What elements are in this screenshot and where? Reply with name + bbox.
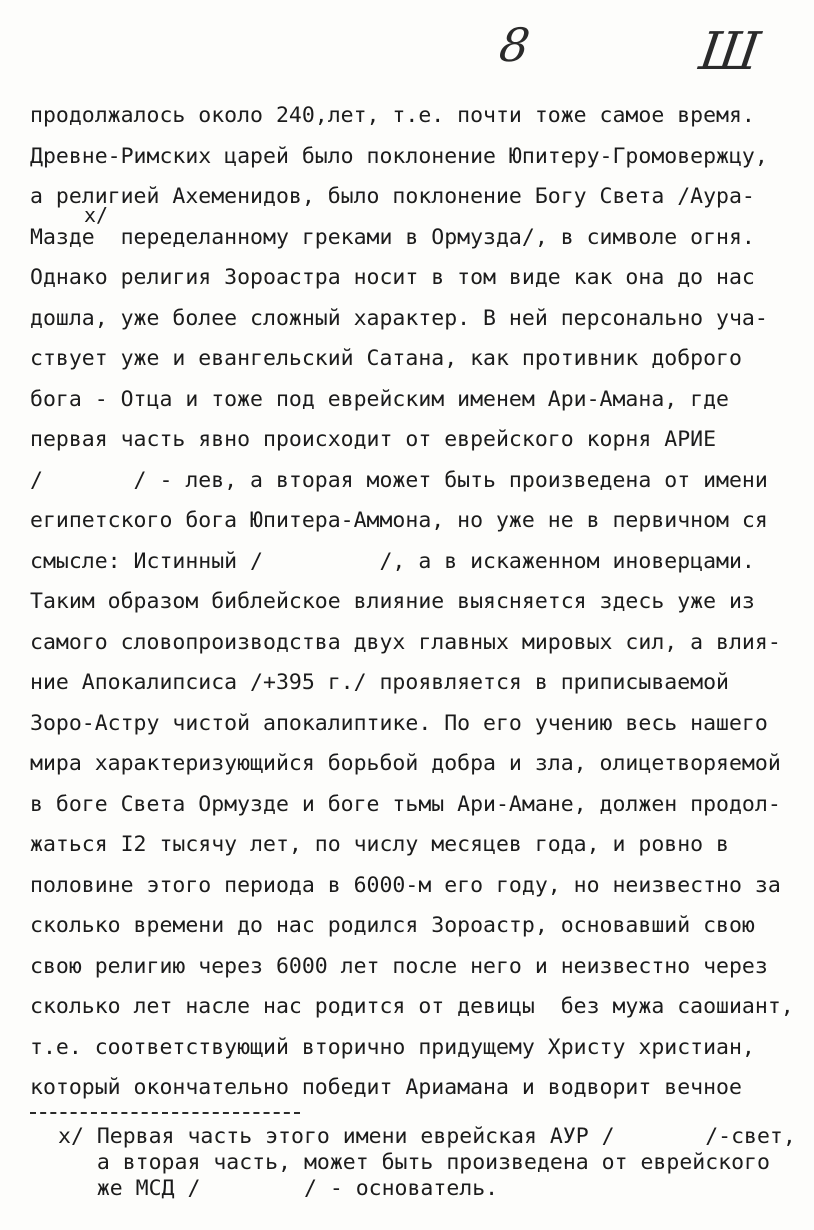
footnote-line: же МСД / / - основатель. [58, 1176, 499, 1201]
text-line: половине этого периода в 6000-м его году, но неизвестно за [30, 872, 781, 898]
main-text-body [30, 96, 800, 1109]
text-line: а религией Ахеменидов, было поклонение Богу Света /Аура- [30, 184, 755, 209]
text-line: Зоро-Астру чистой апокалиптике. По его учению весь нашего [30, 710, 768, 736]
text-line: смысле: Истинный / /, а в искаженном иноверцами. [30, 548, 755, 574]
text-line: самого словопроизводства двух главных мировых сил, а влия- [30, 629, 781, 655]
text-line: сколько времени до нас родился Зороастр, основавший свою [30, 913, 755, 938]
text-line: свою религию через 6000 лет после него и неизвестно через [30, 953, 768, 979]
footnote [58, 1124, 798, 1202]
text-line: бога - Отца и тоже под еврейским именем Ари-Амана, где [30, 386, 729, 412]
footnote-divider [30, 1112, 300, 1114]
text-line: Древне-Римских царей было поклонение Юпитеру-Громовержцу, [30, 143, 768, 169]
text-line: ствует уже и евангельский Сатана, как противник доброго [30, 346, 742, 371]
text-line: который окончательно победит Ариамана и водворит вечное [30, 1075, 742, 1100]
text-line: т.е. соответствующий вторично придущему Христу христиан, [30, 1034, 755, 1060]
text-line: первая часть явно происходит от еврейского корня АРИЕ [30, 427, 717, 452]
footnote-line: а вторая часть, может быть произведена от еврейского [58, 1150, 770, 1175]
text-line: Таким образом библейское влияние выясняется здесь уже из [30, 589, 755, 614]
text-line: / / - лев, а вторая может быть произведена от имени [30, 467, 768, 493]
footnote-reference-marker: x/ [84, 203, 109, 227]
text-line: в боге Света Ормузде и боге тьмы Ари-Амане, должен продол- [30, 791, 781, 817]
text-line: ние Апокалипсиса /+395 г./ проявляется в приписываемой [30, 670, 729, 695]
text-line: египетского бога Юпитера-Аммона, но уже не в первичном ся [30, 508, 768, 533]
text-line: мира характеризующийся борьбой добра и зла, олицетворяемой [30, 751, 781, 776]
text-line: сколько лет насле нас родится от девицы без мужа саошиант, [30, 994, 794, 1019]
text-line: продолжалось около 240,лет, т.е. почти тоже самое время. [30, 103, 755, 128]
handwritten-page-number: 8 [496, 18, 534, 72]
text-line: жаться I2 тысячу лет, по числу месяцев года, и ровно в [30, 832, 729, 857]
handwritten-corner-mark: Ш [695, 22, 758, 82]
text-line: дошла, уже более сложный характер. В ней персонально уча- [30, 305, 768, 331]
text-line: Мазде переделанному греками в Ормузда/, в символе огня. [30, 224, 755, 250]
text-line: Однако религия Зороастра носит в том виде как она до нас [30, 265, 755, 290]
footnote-line: x/ Первая часть этого имени еврейская АУР / /-свет, [58, 1124, 796, 1149]
